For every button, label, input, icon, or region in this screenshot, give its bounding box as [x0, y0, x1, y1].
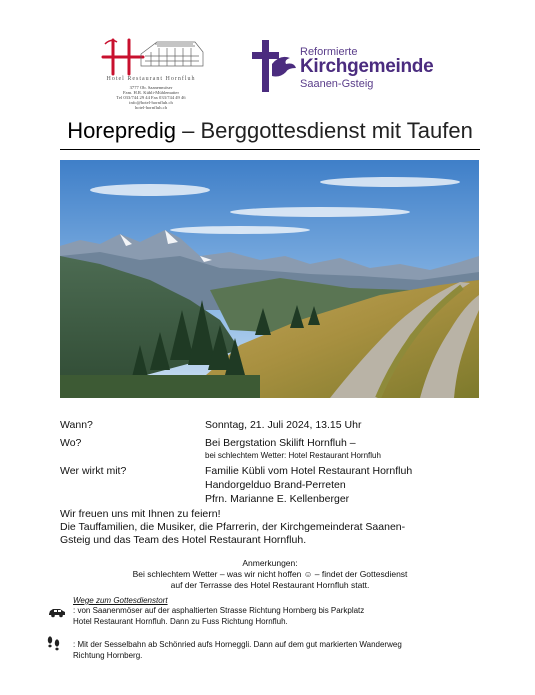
- car-icon: [47, 606, 67, 618]
- welcome-line: Gsteig und das Team des Hotel Restaurant Hornfluh.: [60, 534, 307, 546]
- page-title: [60, 118, 480, 144]
- title-rest: – Berggottesdienst mit Taufen: [176, 118, 473, 143]
- hotel-address-line: 3777 Ob. Saanenmöser: [129, 85, 173, 90]
- hotel-address-line: info@hotel-hornfluh.ch: [129, 100, 173, 105]
- who-value: Handorgelduo Brand-Perreten: [205, 479, 346, 491]
- church-logo-line3: Saanen-Gsteig: [300, 78, 374, 90]
- notes-line: Bei schlechtem Wetter – was wir nicht hoffen ☺ – findet der Gottesdienst: [132, 569, 408, 579]
- hotel-address-line: hotel-hornfluh.ch: [134, 105, 168, 110]
- notes-line: auf der Terrasse des Hotel Restaurant Hornfluh statt.: [170, 580, 370, 590]
- when-label: Wann?: [60, 419, 93, 431]
- car-directions-line: Hotel Restaurant Hornfluh. Dann zu Fuss Richtung Hornfluh.: [73, 617, 288, 626]
- walk-directions-line: Richtung Hornberg.: [73, 651, 143, 660]
- hotel-logo: [95, 36, 207, 108]
- mountain-landscape-image: [60, 160, 479, 398]
- hotel-logo-brand: Hotel Restaurant Hornfluh: [106, 76, 196, 82]
- welcome-line: Die Tauffamilien, die Musiker, die Pfarrerin, der Kirchgemeinderat Saanen-: [60, 521, 406, 533]
- who-value: Pfrn. Marianne E. Kellenberger: [205, 493, 350, 505]
- who-label: Wer wirkt mit?: [60, 465, 127, 477]
- hotel-address-line: Fam. H.R. Kübli-Mühlematter: [122, 90, 179, 95]
- where-bad-weather: bei schlechtem Wetter: Hotel Restaurant Hornfluh: [205, 451, 381, 460]
- welcome-line: Wir freuen uns mit Ihnen zu feiern!: [60, 508, 221, 520]
- walk-directions-line: : Mit der Sesselbahn ab Schönried aufs Horneggli. Dann auf dem gut markierten Wanderweg: [73, 640, 402, 649]
- mountain-photo: [60, 160, 479, 398]
- where-label: Wo?: [60, 437, 82, 449]
- directions-heading: Wege zum Gottesdienstort: [73, 596, 168, 605]
- church-logo-line1: Reformierte: [300, 46, 358, 58]
- church-logo-line2: Kirchgemeinde: [300, 56, 434, 77]
- car-directions-line: : von Saanenmöser auf der asphaltierten Strasse Richtung Hornberg bis Parkplatz: [73, 606, 365, 615]
- who-value: Familie Kübli vom Hotel Restaurant Hornfluh: [205, 465, 413, 477]
- church-logo: [250, 38, 434, 94]
- hotel-address-line: Tel 033/744 29 44 Fax 033/744 49 46: [116, 95, 186, 100]
- footprints-icon: [46, 635, 62, 653]
- notes-heading: Anmerkungen:: [242, 558, 298, 568]
- when-value: Sonntag, 21. Juli 2024, 13.15 Uhr: [205, 419, 362, 431]
- cross-bird-icon: [250, 38, 298, 94]
- hotel-logo-mark: [95, 36, 207, 78]
- where-value: Bei Bergstation Skilift Hornfluh –: [205, 437, 356, 449]
- title-main: Horepredig: [67, 118, 177, 143]
- title-divider: [60, 149, 480, 150]
